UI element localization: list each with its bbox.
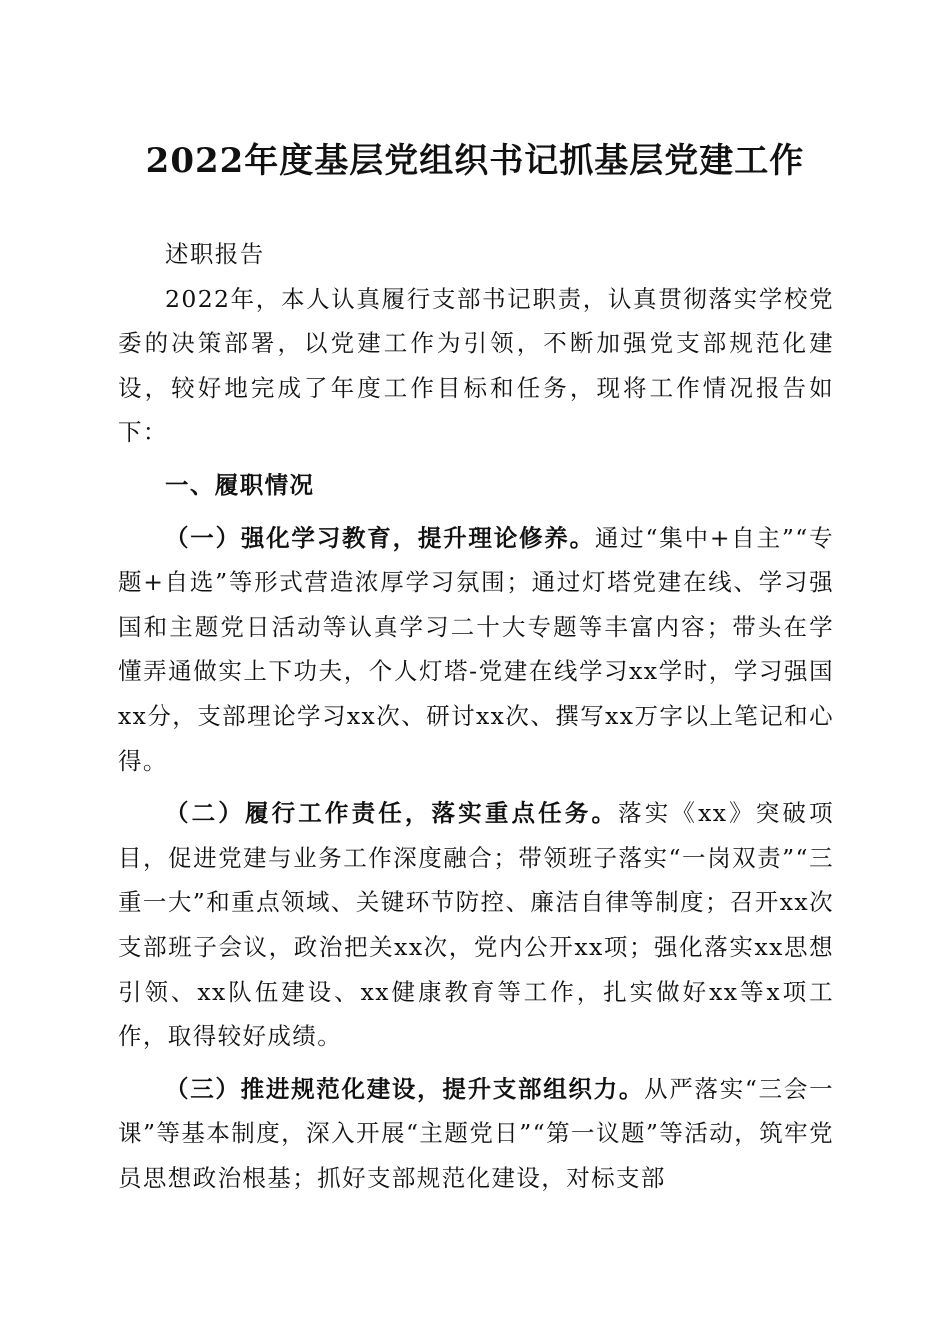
document-title: 2022年度基层党组织书记抓基层党建工作 bbox=[145, 141, 805, 181]
item-2-lead: （二）履行工作责任，落实重点任务。 bbox=[165, 799, 619, 828]
document-body bbox=[118, 232, 834, 1200]
section-heading: 一、履职情况 bbox=[165, 470, 315, 499]
item-1-lead: （一）强化学习教育，提升理论修养。 bbox=[165, 523, 595, 552]
item-3-lead: （三）推进规范化建设，提升支部组织力。 bbox=[165, 1074, 645, 1103]
item-paragraph-3 bbox=[118, 1067, 834, 1201]
item-2-text: 落实《xx》突破项目，促进党建与业务工作深度融合；带领班子落实“一岗双责”“三重一大”和重点领域、关键环节防控、廉洁自律等制度；召开xx次支部班子会议，政治把关xx次，党内公开xx项；强化落实xx思想引领、xx队伍建设、xx健康教育等工作，扎实做好xx等x项工作，取得较好成绩。 bbox=[118, 799, 834, 1051]
item-paragraph-1 bbox=[118, 516, 834, 784]
intro-paragraph: 2022年，本人认真履行支部书记职责，认真贯彻落实学校党委的决策部署，以党建工作为引领，不断加强党支部规范化建设，较好地完成了年度工作目标和任务，现将工作情况报告如下： bbox=[118, 284, 834, 447]
item-3-text: 从严落实“三会一课”等基本制度，深入开展“主题党日”“第一议题”等活动，筑牢党员思想政治根基；抓好支部规范化建设，对标支部 bbox=[118, 1074, 834, 1192]
item-1-text: 通过“集中+自主”“专题+自选”等形式营造浓厚学习氛围；通过灯塔党建在线、学习强国和主题党日活动等认真学习二十大专题等丰富内容；带头在学懂弄通做实上下功夫，个人灯塔-党建在线学习xx学时，学习强国xx分，支部理论学习xx次、研讨xx次、撰写xx万字以上笔记和心得。 bbox=[118, 523, 834, 775]
document-subtitle: 述职报告 bbox=[165, 240, 265, 268]
item-paragraph-2 bbox=[118, 791, 834, 1059]
